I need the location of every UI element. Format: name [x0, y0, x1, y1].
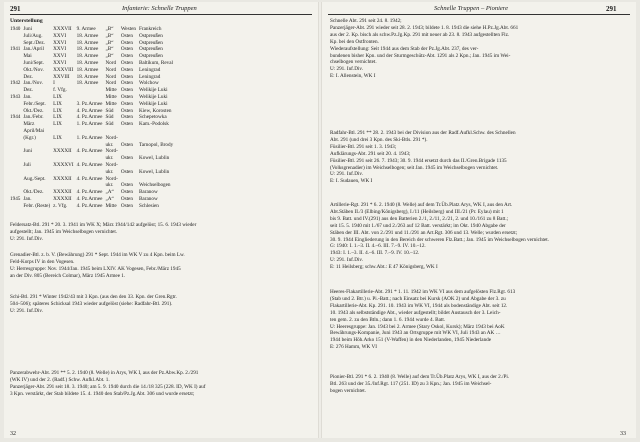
table-cell — [139, 135, 176, 142]
entry-line: E: I. Allenstein, WK I — [330, 73, 376, 80]
table-cell — [10, 108, 23, 115]
entry-line: Btl. 263 und der 35./Inf.Rgt. 117 (251. ID) zu 3 Kpn.; Jan. 1945 im Weichsel- — [330, 380, 492, 387]
entry-line: bis 9. Batt. und IV.(291) aus den Batterien 2./1, 2./11, 2./21, 2. und 10./161 zu 8 Batt.; — [330, 215, 509, 222]
table-cell: XXXVII — [53, 26, 72, 32]
table-row — [10, 142, 176, 149]
table-row — [10, 196, 176, 203]
table-cell: 18. Armee — [76, 46, 99, 53]
table-row — [10, 87, 176, 94]
table-cell: ukr. — [105, 141, 114, 148]
entry-line: Panzerabwehr-Abt. 291 ** 5. 2. 1940 (8. Welle) in Arys, WK I, aus der Pz.Abw.Kp. 2./291 — [10, 370, 199, 376]
table-cell: Nord- — [105, 134, 118, 141]
table-cell: Mai — [23, 53, 32, 60]
table-row — [10, 80, 176, 87]
entry-line: chselbogen vernichtet. — [330, 59, 377, 66]
table-cell: „B“ — [105, 32, 114, 39]
table-cell: Osten — [120, 80, 133, 87]
table-cell: Baltikum, Reval — [138, 59, 173, 66]
table-cell — [10, 87, 23, 94]
table-cell — [10, 101, 23, 108]
entry-line: Panzerjäger-Abt. 291 wieder seit 28. 2. 1943; bildete 1. 8. 1943 die siehe H.Pz.Jg.Abt. 661 — [330, 24, 519, 31]
table-cell: Nord- — [105, 148, 118, 155]
table-cell — [77, 155, 106, 162]
table-cell: Osten — [120, 87, 133, 94]
entry-line: 10. 1943 als selbstständige Abt., wieder aufgestellt; bildet Austausch der 3. Leich- — [330, 309, 501, 316]
entry-line: Füsilier-Btl. 291 seit 26. 7. 1943; 30. 9. 1944 ersetzt durch das II./Gren.Brigade 1135 — [330, 157, 507, 164]
table-cell: Osten — [120, 141, 133, 148]
table-cell: XXVI — [53, 53, 67, 60]
left-header-rule — [10, 14, 312, 15]
entry-line: U: Heeresgruppe: Jan. 1943 bei 2. Armee (Stary Oskol, Kursk); März 1943 bei AoK — [330, 323, 505, 330]
table-cell: Osten — [120, 155, 133, 162]
entry-line: Bewährungs-Kompanie, Juni 1943 an Ortsgruppe mit WK VI, Juli 1943 an AK … — [330, 330, 501, 337]
table-cell — [105, 128, 120, 135]
table-cell: XXXVIII — [53, 66, 74, 73]
table-cell: 4. Pz.Armee — [76, 195, 103, 202]
entry-artillerie-rgt — [330, 202, 628, 271]
entry-line: seit 15. 5. 1940 mit 1./67 und 2./263 auf 12 Batt. verstärkt; im Okt. 1940 Abgabe der — [330, 222, 506, 229]
table-cell: „B“ — [105, 46, 114, 53]
entry-line: Flakartillerie-Abt. Kp. 291. 10. 1943 im WK VI, 1944 als bodenständige Abt. seit 12. — [330, 302, 508, 309]
table-cell: Kiew, Korosten — [138, 107, 172, 114]
table-cell: Welikije Luki — [138, 100, 168, 107]
table-cell — [53, 155, 76, 162]
table-row — [10, 94, 176, 101]
table-cell: Leningrad — [138, 66, 161, 73]
table-cell: Osten — [120, 107, 133, 114]
table-cell — [10, 135, 23, 142]
table-cell: Juli — [23, 161, 31, 168]
table-row — [10, 155, 176, 162]
table-cell — [23, 182, 53, 189]
table-row — [10, 60, 176, 67]
table-row — [10, 101, 176, 108]
entry-line: Feldersatz-Btl. 291 * 20. 3. 1941 im WK X; März 1944/142 aufgelöst; 15. 6. 1943 wieder — [10, 222, 197, 228]
table-cell — [10, 40, 23, 47]
table-cell: Kowel, Lublin — [138, 168, 170, 175]
table-cell: Jan./April — [23, 46, 44, 53]
entry-line: aufgestellt; Jan. 1945 im Weichselbogen vernichtet. — [10, 228, 118, 235]
right-header-rule — [328, 14, 630, 15]
table-cell — [53, 142, 76, 149]
table-cell: Osten — [120, 100, 133, 107]
left-page-header-title: Infanterie: Schnelle Truppen — [122, 5, 197, 12]
table-row — [10, 53, 176, 60]
table-cell: 4. Pz.Armee — [76, 175, 103, 182]
table-cell: Nord — [105, 59, 117, 66]
table-cell: 4. Pz.Armee — [76, 148, 103, 155]
table-cell: „B“ — [105, 53, 114, 60]
table-cell — [53, 128, 76, 135]
table-cell: April/Mai — [23, 127, 45, 134]
table-cell: Ostpreußen — [138, 39, 163, 46]
table-cell: 18. Armee — [76, 39, 99, 46]
table-cell: Sept./Dez. — [23, 39, 45, 46]
table-cell: Nord- — [105, 175, 118, 182]
entry-line: Heeres-Flakartillerie-Abt. 291 * 1. 11. 1942 im WK VI aus dem aufgelösten Flz.Rgt. 613 — [330, 289, 516, 295]
table-cell: 4. Pz.Armee — [76, 107, 103, 114]
entry-line: U: Herresgruppe: Nov. 1944/Jan. 1945 beim LXIV. AK Vogesen, Febr./März 1945 — [10, 265, 181, 272]
table-cell: Osten — [120, 93, 133, 100]
table-cell: Kowel, Lublin — [138, 155, 170, 162]
table-cell: Süd — [105, 107, 114, 114]
table-cell: XXXXII — [53, 195, 72, 202]
entry-line: G: 1940: I. 1.–3. II. 4.–6. III. 7.–9. IV. 10.–12. — [330, 243, 426, 250]
entry-line: aus der 2. Kp. bisch als schw.Pz.Jg.Kp. 291 mit neuer ab 23. 8. 1943 aufgestellten Flz. — [330, 31, 510, 38]
table-cell: Mitte — [105, 100, 117, 107]
table-row — [10, 121, 176, 128]
table-cell: Mitte — [105, 93, 117, 100]
table-cell: „A“ — [105, 189, 114, 196]
table-cell: Schepetowka — [138, 114, 167, 121]
table-cell — [10, 33, 23, 40]
table-cell: Kam.-Podolsk — [138, 121, 169, 128]
table-cell: XXVI — [53, 59, 67, 66]
table-cell: Frankreich — [138, 26, 162, 32]
table-cell: Juli/Aug. — [23, 32, 43, 39]
table-cell — [139, 162, 176, 169]
entry-line: (Stab und 2. Btr.) u. Pi.-Batt.; nach Einsatz bei Kursk (AOK 2) und Abgabe der 3. zu — [330, 295, 506, 302]
entry-line: Kp. bei den Ostfronten. — [330, 38, 379, 45]
table-cell: Osten — [120, 114, 133, 121]
entry-radfahr-btl — [330, 130, 628, 185]
right-page-footer-number: 33 — [620, 431, 626, 437]
entry-line: Grenadier-Btl. z. b. V. (Bewährung) 291 * Sept. 1944 im WK V zu 4 Kpn. beim Lw. — [10, 252, 185, 258]
table-cell: 1941 — [10, 46, 21, 53]
table-cell: Mitte — [105, 87, 117, 94]
table-cell: Osten — [120, 182, 133, 189]
table-row — [10, 108, 176, 115]
right-page-number-header: 291 — [606, 5, 617, 13]
table-cell: LIX — [53, 107, 62, 114]
table-cell — [10, 74, 23, 81]
left-page-footer-number: 32 — [10, 431, 16, 437]
entry-line: Abt.Stäben II./3 (Elbing/Königsberg), I./11 (Heilsberg) und III./21 (Pr. Eylau) mit 1 — [330, 208, 504, 215]
table-cell — [10, 53, 23, 60]
table-cell: Jan./Febr. — [23, 114, 44, 121]
right-page-header-title: Schnelle Truppen – Pioniere — [434, 5, 508, 12]
table-cell: LIX — [53, 100, 62, 107]
table-cell: Nord — [105, 66, 117, 73]
table-cell — [77, 142, 106, 149]
entry-panzerabwehr — [10, 370, 310, 398]
table-cell: (Kgr.) — [23, 134, 36, 141]
left-page-number-header: 291 — [10, 5, 21, 13]
table-row — [10, 176, 176, 183]
table-cell — [10, 60, 23, 67]
table-cell: „B“ — [105, 26, 114, 32]
entry-line: Schi-Btl. 291 * Winter 1942/43 mit 3 Kpn. (aus den den 33. Kpn. der Gren.Rgtr. — [10, 294, 177, 300]
table-row — [10, 203, 176, 210]
table-cell: Osten — [120, 195, 133, 202]
table-cell: XXVIII — [53, 73, 70, 80]
table-cell — [121, 176, 139, 183]
table-cell: 18. Armee — [76, 32, 99, 39]
table-row — [10, 114, 176, 121]
table-cell: z. Vfg. — [53, 202, 68, 209]
table-cell: XXXXII — [53, 189, 72, 196]
entry-line: (Volksgrenadier) im Weichselbogen; seit Jan. 1945 im Weichselbogen vernichtet. — [330, 164, 499, 171]
entry-line: (WK IV) und der 2. (Radf.) Schw. Aufkl.Abt. 1. — [10, 376, 110, 383]
table-cell — [10, 128, 23, 135]
entry-line: an der Div. 805 (Bereich Colmar), März 1945 Armee 1. — [10, 272, 126, 279]
table-cell: Okt./Dez. — [23, 107, 44, 114]
entry-schi-btl — [10, 294, 310, 315]
entry-line: U: 291. Inf.Div. — [330, 66, 363, 73]
table-cell: 1. Pz.Armee — [76, 121, 103, 128]
entry-line: Stäben der III. Abt. von 2./291 und 11./291 an Art.Rgt. 306 und 13. Welle; wurden ersetzt; — [330, 229, 518, 236]
table-row — [10, 128, 176, 135]
table-cell: „A“ — [105, 195, 114, 202]
table-cell: XXXXII — [53, 175, 72, 182]
table-cell: Juni — [23, 26, 33, 32]
table-row — [10, 26, 176, 33]
entry-line: Radfahr-Btl. 291 ** 28. 2. 1943 bei der Division aus der Radf.Aufkl.Schw. des Schnellen — [330, 130, 516, 136]
table-cell: LIX — [53, 134, 62, 141]
table-cell: Juni — [23, 148, 33, 155]
table-cell: Osten — [120, 202, 133, 209]
table-cell: Tarnopol, Brody — [138, 141, 174, 148]
table-cell: Jan./Nov. — [23, 80, 43, 87]
entry-line: 3 Kpn. verstärkt, der Stab bildete 15. 4. 1940 den Stab/Pz.Jg.Abt. 306 und wurde ersetzt; — [10, 390, 195, 397]
table-cell: Süd — [105, 121, 114, 128]
table-cell: Nord — [105, 80, 117, 87]
table-cell: 1940 — [10, 26, 21, 32]
table-cell: 1943 — [10, 93, 21, 100]
table-cell — [10, 67, 23, 74]
table-cell: 18. Armee — [76, 59, 99, 66]
table-cell: Welikije Luki — [138, 93, 168, 100]
table-cell: 18. Armee — [76, 66, 99, 73]
table-cell: 1945 — [10, 195, 21, 202]
unterstellung-heading: Unterstellung — [10, 18, 43, 24]
table-cell: Osten — [120, 32, 133, 39]
table-cell: XXXXVI — [53, 161, 74, 168]
entry-line: 504–506); späteres Schicksal 1943 wieder aufgelöst (siehe: Radfahr-Btl. 291). — [10, 300, 173, 307]
table-cell: Osten — [120, 73, 133, 80]
table-cell: Weichselbogen — [138, 182, 171, 189]
table-cell: XXVI — [53, 39, 67, 46]
entry-line: Artillerie-Rgt. 291 * 6. 2. 1940 (8. Welle) auf dem Tr.Üb.Platz Arys, WK I, aus den Art. — [330, 202, 513, 208]
table-cell: Osten — [120, 46, 133, 53]
entry-line: Wiederaufstellung: Seit 1944 aus dem Stab der Pz.Jg.Abt. 237, des ver- — [330, 45, 479, 52]
table-cell: 1942 — [10, 80, 21, 87]
table-cell: LIX — [53, 114, 62, 121]
entry-line: Abt. 291 (und drei 3 Kpn. des Ski-Btls. 291 *). — [330, 136, 428, 143]
table-cell: Nord — [105, 73, 117, 80]
table-cell: Osten — [120, 121, 133, 128]
table-cell: XXXXII — [53, 148, 72, 155]
table-cell: Baranow — [138, 195, 158, 202]
table-cell: 4. Pz.Armee — [76, 189, 103, 196]
table-cell: Osten — [120, 39, 133, 46]
table-cell: Westen — [120, 26, 136, 32]
table-cell — [53, 169, 76, 176]
table-cell: 18. Armee — [76, 80, 99, 87]
table-cell: Febr./Sept. — [23, 100, 46, 107]
table-cell — [10, 189, 23, 196]
table-cell: 1. Pz.Armee — [76, 134, 103, 141]
table-row — [10, 74, 176, 81]
table-cell — [10, 182, 23, 189]
table-cell: Osten — [120, 168, 133, 175]
table-cell — [77, 94, 106, 101]
table-cell — [77, 169, 106, 176]
table-cell: Ostpreußen — [138, 46, 163, 53]
table-cell: Osten — [120, 189, 133, 196]
unterstellung-table — [10, 26, 176, 210]
entry-line: Pionier-Btl. 291 * 6. 2. 1940 (8. Welle) auf dem Tr.Üb.Platz Arys, WK I, aus der 2./Pi. — [330, 374, 510, 380]
entry-line: 30. 9. 1944 Eingliederung in den Bereich der schweren Flz.Batt.; Jan. 1945 im Weichselbogen vernichtet. — [330, 236, 550, 243]
table-cell: Baranow — [138, 189, 158, 196]
table-cell — [77, 182, 106, 189]
table-cell — [121, 135, 139, 142]
table-cell: Wolchow — [138, 80, 159, 87]
table-cell: Juni/Sept. — [23, 59, 44, 66]
entry-line: 1944 beim Höh.Arko 151 (V-Waffen) in den Niederlanden, 1945 Niederlande — [330, 337, 492, 344]
table-cell: Nord- — [105, 161, 118, 168]
table-cell: ukr. — [105, 168, 114, 175]
entry-line: E: I. Sudauen, WK I — [330, 178, 373, 185]
table-cell: Schlesien — [138, 202, 159, 209]
table-cell: 3. Pz.Armee — [76, 100, 103, 107]
table-cell: 4. Pz.Armee — [76, 202, 103, 209]
table-cell: Aug./Sept. — [23, 175, 46, 182]
table-cell — [77, 87, 106, 94]
table-cell: März — [23, 121, 35, 128]
table-cell — [10, 148, 23, 155]
table-cell: f. Vfg. — [53, 87, 67, 94]
table-cell — [121, 128, 139, 135]
entry-line: ten gem. 2. zu den Btln.; dann 1. 6. 1944 wurde 4. Batt. — [330, 316, 446, 323]
table-cell: LIX — [53, 93, 62, 100]
table-cell: 9. Armee — [76, 26, 96, 32]
entry-schnelle-abt — [330, 18, 628, 80]
table-cell — [23, 142, 53, 149]
table-row — [10, 182, 176, 189]
table-row — [10, 33, 176, 40]
table-row — [10, 148, 176, 155]
table-cell — [121, 148, 139, 155]
table-row — [10, 169, 176, 176]
entry-feldersatz — [10, 222, 310, 243]
table-cell: XXVI — [53, 46, 67, 53]
entry-pionier-btl — [330, 374, 628, 395]
table-cell — [10, 121, 23, 128]
entry-line: U: 291. Inf.Div. — [10, 307, 43, 314]
table-cell: Osten — [120, 53, 133, 60]
entry-line: bundenen bisher Kpn. und der Sturmgeschütz-Abt. 1291 als 2 Kpn.; Jan. 1945 im Wei- — [330, 52, 511, 59]
table-cell — [139, 176, 176, 183]
entry-line: E: 276 Hamm, WK VI — [330, 344, 377, 351]
table-row — [10, 162, 176, 169]
entry-line: U: 291. Inf.Div. — [330, 257, 363, 264]
table-cell: I — [53, 80, 55, 87]
entry-line: Aufklärungs-Abt. 291 seit 20. 4. 1943; — [330, 150, 411, 157]
table-cell: Welikije Luki — [138, 87, 168, 94]
table-cell: ukr. — [105, 182, 114, 189]
table-cell: „B“ — [105, 39, 114, 46]
table-cell: ukr. — [105, 155, 114, 162]
entry-line: U: 291. Inf.Div. — [330, 171, 363, 178]
table-cell — [10, 155, 23, 162]
table-cell: Jan. — [23, 195, 32, 202]
table-cell: Mitte — [105, 202, 117, 209]
table-cell: Osten — [120, 66, 133, 73]
table-cell: Okt./Nov. — [23, 66, 44, 73]
table-cell: Osten — [120, 59, 133, 66]
table-cell: Süd — [105, 114, 114, 121]
table-cell: Ostpreußen — [138, 53, 163, 60]
entry-line: Füsilier-Btl. 291 seit 1. 3. 1943; — [330, 143, 397, 150]
table-cell — [139, 148, 176, 155]
table-cell: Leningrad — [138, 73, 161, 80]
table-cell: Okt./Dez. — [23, 189, 44, 196]
table-cell: 4. Pz.Armee — [76, 114, 103, 121]
table-cell: LIX — [53, 121, 62, 128]
table-cell — [23, 169, 53, 176]
entry-line: E: 11 Heilsberg; schw.Abt.: E 47 Königsberg, WK I — [330, 264, 438, 271]
table-cell — [10, 142, 23, 149]
entry-line: U: 291. Inf.Div. — [10, 235, 43, 242]
entry-flakartillerie — [330, 289, 628, 351]
table-row — [10, 189, 176, 196]
table-row — [10, 67, 176, 74]
entry-line: bogen vernichtet. — [330, 387, 367, 394]
table-cell: 1944 — [10, 114, 21, 121]
table-cell — [10, 176, 23, 183]
entry-grenadier-bewaehrung — [10, 252, 310, 280]
table-cell: 18. Armee — [76, 73, 99, 80]
table-cell: Jan. — [23, 93, 32, 100]
right-page — [322, 2, 636, 438]
table-cell — [77, 128, 106, 135]
table-cell: Febr. (Reste) — [23, 202, 51, 209]
entry-line: 1943: I. 1.–3. II. 4.–6. III. 7.–9. IV. 10.–12. — [330, 250, 420, 257]
table-cell: Ostpreußen — [138, 32, 163, 39]
table-cell — [139, 128, 176, 135]
left-page — [4, 2, 318, 438]
book-spread — [4, 2, 636, 438]
table-cell — [10, 203, 23, 210]
table-cell — [10, 162, 23, 169]
table-cell: Dez. — [23, 73, 34, 80]
entry-line: Schnelle Abt. 291 seit 24. 8. 1942; — [330, 18, 402, 24]
entry-line: Panzerjäger-Abt. 291 seit 18. 3. 1940; am 5. 9. 1940 durch die 14./18 325 (228. ID, WK I) auf — [10, 383, 206, 390]
table-row — [10, 135, 176, 142]
table-cell: XXVI — [53, 32, 67, 39]
entry-line: Feld-Korps IV in den Vogesen. — [10, 258, 75, 265]
table-cell — [23, 155, 53, 162]
table-cell — [10, 169, 23, 176]
table-cell: 4. Pz.Armee — [76, 161, 103, 168]
table-cell — [53, 182, 76, 189]
table-cell: 18. Armee — [76, 53, 99, 60]
table-cell: Dez. — [23, 87, 34, 94]
table-cell — [121, 162, 139, 169]
